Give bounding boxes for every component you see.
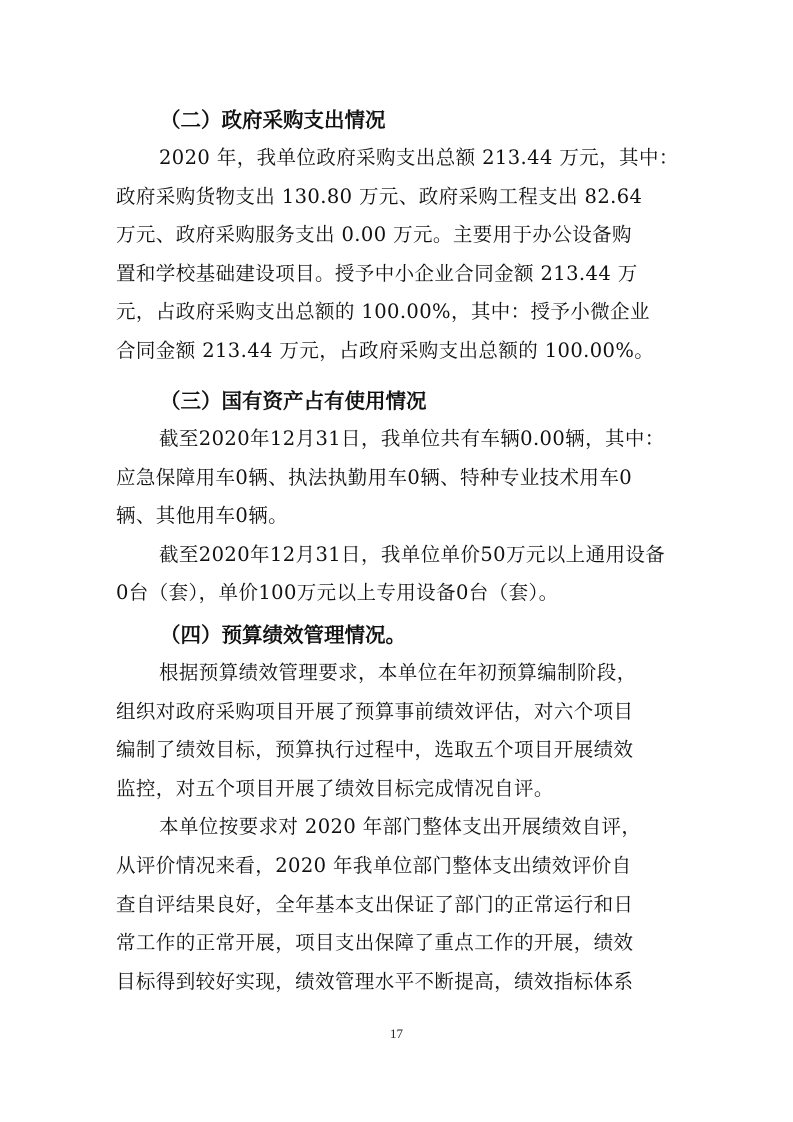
section-government-procurement [116,101,679,371]
section-budget-performance [116,616,676,1001]
paragraph-line: 查自评结果良好，全年基本支出保证了部门的正常运行和日 [116,892,634,916]
paragraph-line: 从评价情况来看，2020 年我单位部门整体支出绩效评价自 [116,853,632,877]
paragraph [116,654,676,808]
paragraph-line: 合同金额 213.44 万元，占政府采购支出总额的 100.00%。 [116,338,655,362]
paragraph [116,139,679,371]
paragraph-line: 截至2020年12月31日，我单位共有车辆0.00辆，其中： [159,427,665,450]
paragraph-line: 置和学校基础建设项目。授予中小企业合同金额 213.44 万 [116,261,638,285]
paragraph-line: 2020 年，我单位政府采购支出总额 213.44 万元，其中： [159,146,679,169]
paragraph-line: 编制了绩效目标，预算执行过程中，选取五个项目开展绩效 [116,738,634,762]
paragraph-line: 万元、政府采购服务支出 0.00 万元。主要用于办公设备购 [116,223,632,247]
section-state-assets [116,382,676,613]
paragraph-line: 应急保障用车0辆、执法执勤用车0辆、特种专业技术用车0 [116,465,633,489]
paragraph-line: 截至2020年12月31日，我单位单价50万元以上通用设备 [159,542,666,566]
paragraph [116,808,676,1001]
paragraph-line: 根据预算绩效管理要求，本单位在年初预算编制阶段， [159,661,637,684]
paragraph-line: 本单位按要求对 2020 年部门整体支出开展绩效自评， [159,815,642,839]
paragraph-line: 监控，对五个项目开展了绩效目标完成情况自评。 [116,776,554,800]
paragraph-line: 0台（套），单价100万元以上专用设备0台（套）。 [116,581,559,605]
paragraph-line: 目标得到较好实现，绩效管理水平不断提高，绩效指标体系 [116,969,634,993]
paragraph-line: 政府采购货物支出 130.80 万元、政府采购工程支出 82.64 [116,184,643,208]
paragraph-line: 组织对政府采购项目开展了预算事前绩效评估，对六个项目 [116,699,634,723]
page-number: 17 [390,1026,403,1041]
paragraph [116,420,676,536]
section-heading: （二）政府采购支出情况 [160,108,386,132]
paragraph-line: 元，占政府采购支出总额的 100.00%，其中：授予小微企业 [116,300,650,324]
section-heading: （三）国有资产占有使用情况 [160,389,427,413]
paragraph [116,536,676,613]
section-heading: （四）预算绩效管理情况。 [160,623,406,647]
paragraph-line: 辆、其他用车0辆。 [116,504,289,528]
paragraph-line: 常工作的正常开展，项目支出保障了重点工作的开展，绩效 [116,931,634,955]
